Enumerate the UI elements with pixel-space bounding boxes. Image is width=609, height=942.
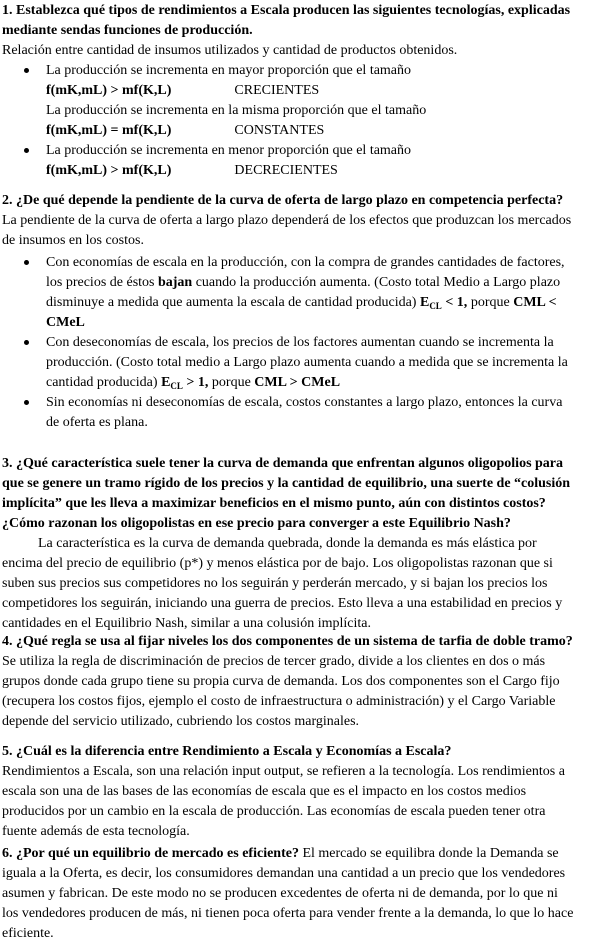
text-line — [2, 615, 371, 632]
text-segment: f(mK,mL) = mf(K,L) — [46, 123, 172, 138]
text-line — [2, 633, 573, 650]
text-line — [2, 693, 555, 710]
text-segment: 1. Establezca qué tipos de rendimientos a Escala producen las siguientes tecnologías, explicadas — [2, 3, 571, 18]
text-segment: asumen y fabrican. De este modo no se producen excedentes de oferta ni de demanda, por lo que ni — [2, 886, 558, 901]
text-line — [2, 595, 562, 612]
text-line — [2, 783, 526, 800]
text-segment: 4. ¿Qué regla se usa al fijar niveles los dos componentes de un sistema de tarfia de doble tramo? — [2, 634, 573, 649]
text-segment: f(mK,mL) > mf(K,L) — [46, 163, 172, 178]
bullet-icon — [24, 68, 29, 73]
text-segment: que se genere un tramo rígido de los precios y la cantidad de equilibrio, una suerte de “colusión — [2, 476, 571, 491]
text-segment: implícita” que les lleva a maximizar beneficios en el mismo punto, aún con distintos costos? — [2, 496, 546, 511]
text-segment: fuente además de esta tecnología. — [2, 824, 190, 839]
text-segment: CML < — [513, 295, 557, 310]
text-segment: ¿Cómo razonan los oligopolistas en ese precio para converger a este Equilibrio Nash? — [2, 516, 511, 531]
text-line — [2, 232, 144, 249]
text-segment: porque — [467, 295, 514, 310]
text-segment: Se utiliza la regla de discriminación de precios de tercer grado, divide a los clientes en dos o más — [2, 654, 546, 669]
text-segment: grupos donde cada grupo tiene su propia curva de demanda. Los dos componentes son el Cargo fijo — [2, 674, 560, 689]
text-segment: La producción se incrementa en mayor proporción que el tamaño — [46, 63, 412, 78]
text-segment: Con economías de escala en la producción, con la compra de grandes cantidades de factores, — [46, 255, 565, 270]
text-line — [2, 475, 570, 492]
text-segment: de insumos en los costos. — [2, 233, 144, 248]
text-line — [46, 274, 560, 291]
text-line — [46, 374, 340, 395]
text-segment: bajan — [157, 275, 193, 290]
text-segment: > 1, — [182, 375, 209, 390]
text-segment: CMeL — [46, 315, 85, 330]
text-segment: E — [161, 375, 171, 390]
text-line — [2, 575, 548, 592]
text-segment: El mercado se equilibra donde la Demanda se — [298, 846, 559, 861]
text-segment: DECRECIENTES — [234, 163, 338, 178]
text-segment: La pendiente de la curva de oferta a largo plazo dependerá de los efectos que produzcan los mercados — [2, 213, 572, 228]
text-segment: Rendimientos a Escala, son una relación input output, se refieren a la tecnología. Los rendimientos a — [2, 764, 565, 779]
bullet-icon — [24, 340, 29, 345]
text-segment: escala son una de las bases de las economías de escala que es el impacto en los costos medios — [2, 784, 527, 799]
text-line — [2, 212, 571, 229]
text-line — [2, 905, 573, 922]
text-line — [38, 535, 537, 552]
text-segment: Relación entre cantidad de insumos utilizados y cantidad de productos obtenidos. — [2, 43, 458, 58]
text-line — [2, 885, 558, 902]
text-segment: CONSTANTES — [234, 123, 325, 138]
text-line — [46, 142, 411, 159]
text-segment: los precios de éstos — [46, 275, 158, 290]
text-segment: producidos por un cambio en la escala de producción. Las economías de escala pueden tener otra — [2, 804, 546, 819]
text-segment: encima del precio de equilibrio (p*) y menos elástica por de bajo. Los oligopolistas razonan que si — [2, 556, 553, 571]
text-segment: La producción se incrementa en menor proporción que el tamaño — [46, 143, 412, 158]
text-segment: depende del servicio utilizado, cubriendo los costos marginales. — [2, 714, 360, 729]
text-line — [2, 673, 560, 690]
text-segment: eficiente. — [2, 926, 54, 941]
text-line — [46, 62, 411, 79]
text-line — [2, 42, 457, 59]
text-line — [2, 555, 553, 572]
bullet-icon — [24, 148, 29, 153]
bullet-icon — [24, 400, 29, 405]
text-line — [46, 82, 319, 99]
text-line — [46, 314, 85, 331]
text-line — [46, 354, 568, 371]
text-segment: competidores los seguirán, iniciando una guerra de precios. Esto lleva a una estabilidad en precios y — [2, 596, 563, 611]
text-segment: < 1, — [441, 295, 468, 310]
text-line — [2, 22, 253, 39]
text-segment: Con deseconomías de escala, los precios de los factores aumentan cuando se incrementa la — [46, 335, 554, 350]
text-line — [46, 102, 426, 119]
text-line — [2, 925, 54, 942]
text-line — [2, 515, 511, 532]
text-segment: 6. ¿Por qué un equilibrio de mercado es eficiente? — [2, 846, 299, 861]
text-segment: cantidades en el Equilibrio Nash, similar a una colusión implícita. — [2, 616, 371, 631]
text-line — [2, 495, 546, 512]
text-line — [2, 192, 563, 209]
text-line — [46, 334, 554, 351]
text-line — [2, 455, 563, 472]
text-segment: 5. ¿Cuál es la diferencia entre Rendimiento a Escala y Economías a Escala? — [2, 744, 452, 759]
text-segment: mediante sendas funciones de producción. — [2, 23, 253, 38]
text-line — [2, 803, 545, 820]
text-line — [46, 294, 557, 315]
text-line — [2, 653, 545, 670]
text-segment: f(mK,mL) > mf(K,L) — [46, 83, 172, 98]
text-segment: de oferta es plana. — [46, 415, 148, 430]
text-segment: (recupera los costos fijos, ejemplo el costo de infraestructura o administración) y el Cargo Variable — [2, 694, 556, 709]
text-segment: los vendedores producen de más, ni tienen poca oferta para vender frente a la demanda, lo que lo hace — [2, 906, 574, 921]
text-line — [2, 763, 565, 780]
text-segment: producción. (Costo total medio a Largo plazo aumenta cuando a medida que se incrementa la — [46, 355, 568, 370]
text-segment: cuando la producción aumenta. (Costo total Medio a Largo plazo — [192, 275, 561, 290]
text-segment: 3. ¿Qué característica suele tener la curva de demanda que enfrentan algunos oligopolios para — [2, 456, 564, 471]
text-segment: CRECIENTES — [234, 83, 320, 98]
text-segment: CL — [429, 301, 442, 311]
bullet-icon — [24, 260, 29, 265]
text-segment: CL — [170, 381, 183, 391]
text-segment: porque — [208, 375, 255, 390]
text-line — [46, 162, 338, 179]
text-segment: disminuye a medida que aumenta la escala de cantidad producida) — [46, 295, 420, 310]
text-line — [2, 845, 559, 862]
text-line — [2, 823, 190, 840]
text-line — [46, 394, 562, 411]
text-line — [46, 122, 324, 139]
text-line — [2, 2, 570, 19]
text-line — [46, 414, 148, 431]
text-segment: 2. ¿De qué depende la pendiente de la curva de oferta de largo plazo en competencia perfecta? — [2, 193, 564, 208]
text-segment: iguala a la Oferta, es decir, los consumidores demandan una cantidad a un precio que los vendedores — [2, 866, 566, 881]
text-line — [2, 713, 359, 730]
text-segment: CML > CMeL — [254, 375, 341, 390]
text-line — [2, 865, 565, 882]
text-segment: suben sus precios sus competidores no los seguirán y perderán mercado, y si bajan los precios los — [2, 576, 548, 591]
text-line — [2, 743, 451, 760]
text-segment: E — [419, 295, 430, 310]
text-line — [46, 254, 565, 271]
text-segment: Sin economías ni deseconomías de escala, costos constantes a largo plazo, entonces la curva — [46, 395, 563, 410]
text-segment: cantidad producida) — [46, 375, 162, 390]
text-segment: La característica es la curva de demanda quebrada, donde la demanda es más elástica por — [38, 536, 537, 551]
text-segment: La producción se incrementa en la misma proporción que el tamaño — [46, 103, 427, 118]
